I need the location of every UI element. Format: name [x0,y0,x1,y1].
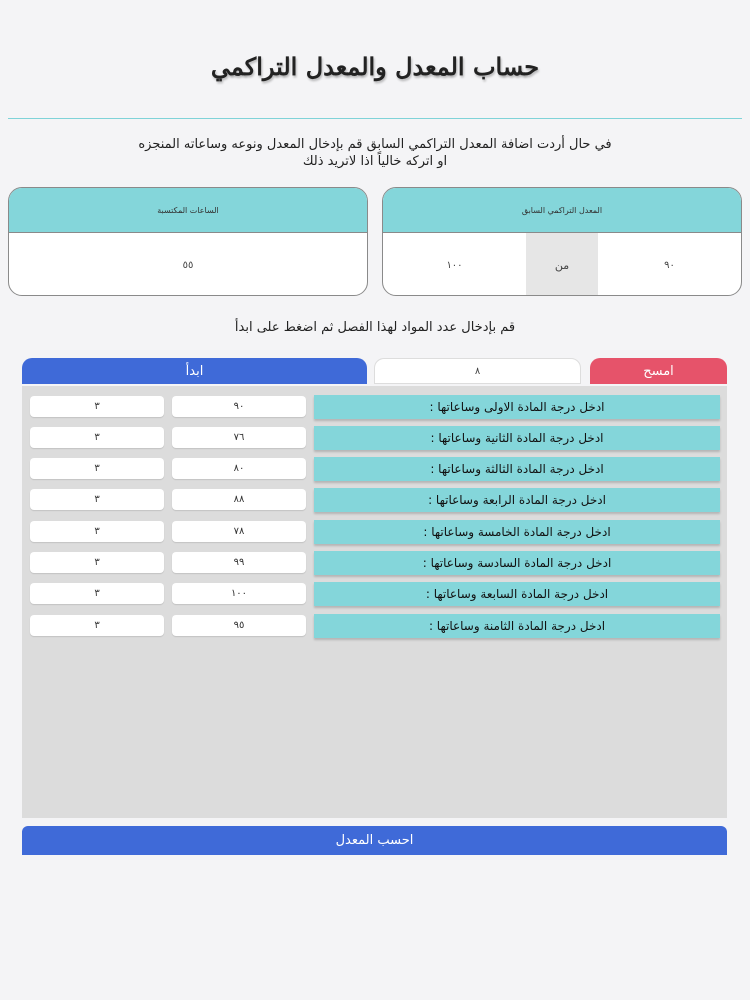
subject-grade-input[interactable]: ٨٨ [172,489,306,510]
intro-text [100,136,650,170]
subject-row [22,551,727,575]
start-button[interactable]: ابدأ [22,358,367,384]
intro-line-2: او اتركه خالياً اذا لاتريد ذلك [302,154,448,169]
earned-hours-input[interactable]: ٥٥ [182,259,194,271]
subject-row [22,395,727,419]
subject-hours-input[interactable]: ٣ [30,583,164,604]
subjects-panel [22,386,727,818]
subject-hours-input[interactable]: ٣ [30,615,164,636]
average-scale-select[interactable]: ١٠٠ [446,259,463,271]
subject-hours-input[interactable]: ٣ [30,396,164,417]
page-title: حساب المعدل والمعدل التراكمي [210,52,540,81]
subject-label: ادخل درجة المادة الثالثة وساعاتها : [314,457,720,481]
subject-label: ادخل درجة المادة الثامنة وساعاتها : [314,614,720,638]
calculate-average-button[interactable]: احسب المعدل [22,826,727,855]
subject-label: ادخل درجة المادة السادسة وساعاتها : [314,551,720,575]
average-type-label: من [526,233,598,296]
subject-grade-input[interactable]: ٨٠ [172,458,306,479]
earned-hours-card [8,187,368,296]
subject-label: ادخل درجة المادة الرابعة وساعاتها : [314,488,720,512]
subject-label: ادخل درجة المادة السابعة وساعاتها : [314,582,720,606]
clear-button[interactable]: امسح [590,358,727,384]
subject-grade-input[interactable]: ١٠٠ [172,583,306,604]
cumulative-average-card [382,187,742,296]
cumulative-average-header: المعدل التراكمي السابق [383,188,741,233]
subject-grade-input[interactable]: ٩٠ [172,396,306,417]
subject-row [22,520,727,544]
subject-count-input[interactable]: ٨ [374,358,581,384]
subject-hours-input[interactable]: ٣ [30,521,164,542]
subject-row [22,426,727,450]
earned-hours-header: الساعات المكتسبة [9,188,367,233]
subject-hours-input[interactable]: ٣ [30,489,164,510]
subject-grade-input[interactable]: ٩٥ [172,615,306,636]
cumulative-average-input[interactable]: ٩٠ [664,259,675,271]
subject-row [22,614,727,638]
intro-line-1: في حال أردت اضافة المعدل التراكمي السابق قم بإدخال المعدل ونوعه وساعاته المنجزه [138,137,612,152]
subject-grade-input[interactable]: ٩٩ [172,552,306,573]
subject-grade-input[interactable]: ٧٨ [172,521,306,542]
subject-hours-input[interactable]: ٣ [30,552,164,573]
subject-hours-input[interactable]: ٣ [30,427,164,448]
subject-label: ادخل درجة المادة الاولى وساعاتها : [314,395,720,419]
subject-grade-input[interactable]: ٧٦ [172,427,306,448]
title-divider [8,118,742,119]
subject-label: ادخل درجة المادة الثانية وساعاتها : [314,426,720,450]
subject-label: ادخل درجة المادة الخامسة وساعاتها : [314,520,720,544]
subject-row [22,582,727,606]
subjects-count-hint: قم بإدخال عدد المواد لهذا الفصل ثم اضغط على ابدأ [234,320,516,335]
subject-row [22,457,727,481]
subject-row [22,488,727,512]
subject-hours-input[interactable]: ٣ [30,458,164,479]
